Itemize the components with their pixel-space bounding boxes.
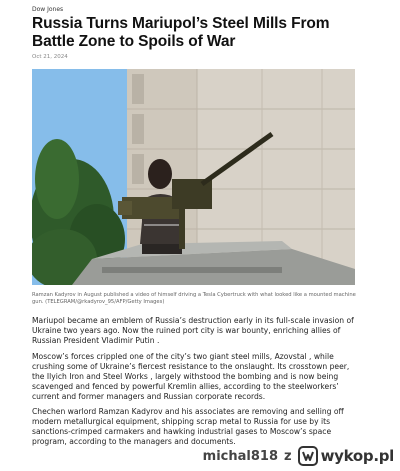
article-date: Oct 21, 2024 <box>32 54 68 60</box>
watermark-separator: z <box>283 448 292 464</box>
wykop-logo-icon <box>298 446 318 466</box>
article-headline: Russia Turns Mariupol’s Steel Mills From Battle Zone to Spoils of War <box>32 15 330 50</box>
article-source[interactable]: Dow Jones <box>32 6 64 13</box>
photo-caption: Ramzan Kadyrov in August published a video of himself driving a Tesla Cybertruck with what looked like a mounted machine gun. (TELEGRAM/@rkadyrov_95/AFP/Getty Images) <box>32 292 356 305</box>
photo-illustration <box>32 69 355 285</box>
watermark-username: michal818 <box>202 448 278 464</box>
article-body <box>32 316 362 453</box>
article-header <box>32 6 362 60</box>
wykop-watermark <box>203 445 394 467</box>
article-paragraph: Chechen warlord Ramzan Kadyrov and his associates are removing and selling off modern metallurgical equipment, shipping scrap metal to Russia for use by its sanctions-crimped carmakers and hawking industrial gases to Moscow’s space program, according to the managers and documents. <box>32 407 344 446</box>
watermark-site: wykop.pl <box>320 447 394 465</box>
article-paragraph: Moscow’s forces crippled one of the city’s two giant steel mills, Azovstal , while crushing some of Ukraine’s fiercest resistance to the onslaught. Its crosstown peer, the Ilyich Iron and Steel Works , largely withstood the bombing and is now being scavenged and fenced by powerful Kremlin allies, according to the steelworkers’ current and former managers and Russian corporate records. <box>32 351 350 401</box>
article-photo[interactable] <box>32 69 355 285</box>
article-paragraph: Mariupol became an emblem of Russia’s destruction early in its full-scale invasion of Ukraine two years ago. Now the ruined port city is war bounty, enriching allies of Russian President Vladimir Putin . <box>32 316 354 345</box>
watermark-logo <box>298 446 394 466</box>
